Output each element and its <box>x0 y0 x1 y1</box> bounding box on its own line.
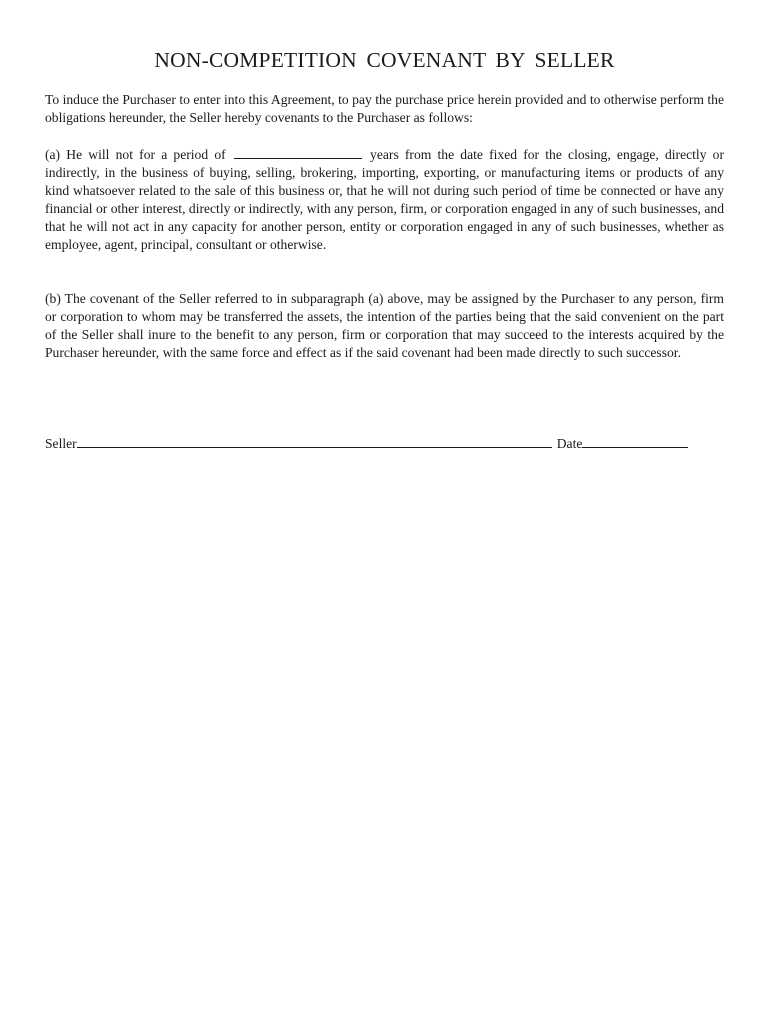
paragraph-a-end: years from the date fixed for the closing, engage, directly or indirectly, in the business of buying, selling, brokering, importing, exporting, or manufacturing items or products of any kind whatsoever related to the sale of this business or, that he will not during such period of time be connected or have any financial or other interest, directly or indirectly, with any person, firm, or corporation engaged in any of such businesses, and that he will not act in any capacity for another person, entity or corporation engaged in any of such businesses, whether as employee, agent, principal, consultant or otherwise. <box>45 147 724 253</box>
seller-signature-line[interactable] <box>77 434 552 448</box>
paragraph-b: (b) The covenant of the Seller referred to in subparagraph (a) above, may be assigned by the Purchaser to any person, firm or corporation to whom may be transferred the assets, the intention of the parties being that the said convenient on the part of the Seller shall inure to the benefit to any person, firm or corporation that may succeed to the interests acquired by the Purchaser hereunder, with the same force and effect as if the said covenant had been made directly to such successor. <box>45 291 724 361</box>
seller-label: Seller <box>45 436 77 451</box>
intro-paragraph: To induce the Purchaser to enter into this Agreement, to pay the purchase price herein provided and to otherwise perform the obligations hereunder, the Seller hereby covenants to the Purchaser as follows: <box>45 92 724 126</box>
period-years-blank[interactable] <box>234 146 362 159</box>
paragraph-a <box>45 146 724 255</box>
document-title: NON-COMPETITION COVENANT BY SELLER <box>154 48 615 72</box>
signature-row <box>45 434 724 453</box>
date-line[interactable] <box>582 434 688 448</box>
paragraph-a-start: (a) He will not for a period of <box>45 147 226 162</box>
date-label: Date <box>556 436 583 451</box>
